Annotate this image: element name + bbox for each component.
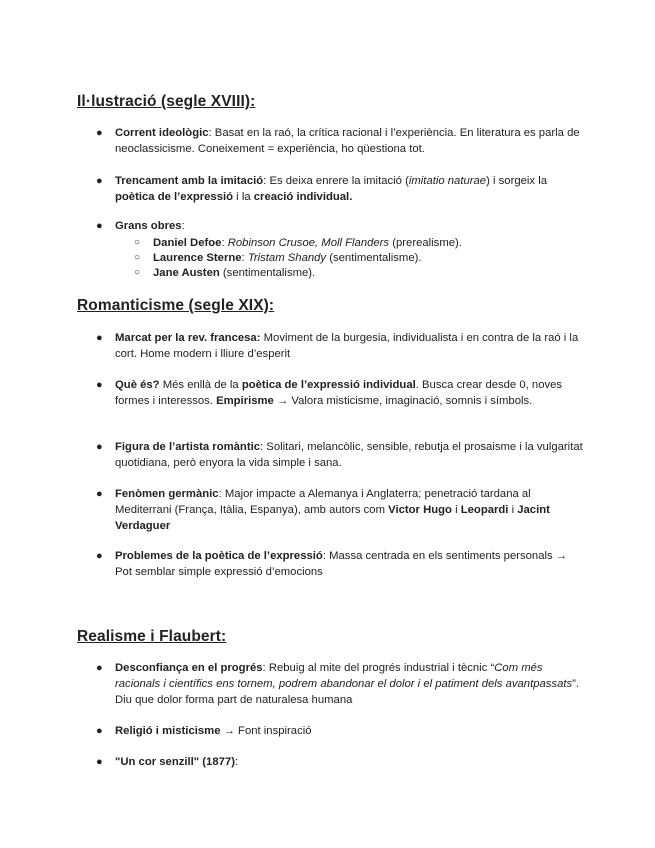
bullet-icon: ●	[96, 175, 103, 187]
bullet-icon: ●	[96, 379, 103, 391]
bullet-icon: ●	[96, 441, 103, 453]
list-item: ● Figura de l’artista romàntic: Solitari, melancòlic, sensible, rebutja el prosaisme i la vulgaritat quotidiana, però enyora la vida simple i sana.	[96, 441, 583, 469]
bullet-icon: ●	[96, 127, 103, 139]
list-item: ● Trencament amb la imitació: Es deixa enrere la imitació (imitatio naturae) i sorgeix la poètica de l’expressió i la creació individual.	[96, 175, 547, 203]
hollow-bullet-icon: ○	[134, 267, 141, 278]
bullet-icon: ●	[96, 332, 103, 344]
section-heading-illustracio: Il·lustració (segle XVIII):	[77, 93, 256, 110]
list-item: ● Desconfiança en el progrés: Rebuig al mite del progrés industrial i tècnic “Com més racionals i científics ens tornem, podrem abandonar el dolor i el patiment dels avantpassats”. Diu que dolor forma part de naturalesa humana	[96, 662, 580, 706]
hollow-bullet-icon: ○	[134, 252, 141, 263]
bullet-icon: ●	[96, 220, 103, 232]
sub-list-item: ○ Laurence Sterne: Tristam Shandy (sentimentalisme).	[134, 252, 422, 264]
bullet-icon: ●	[96, 662, 103, 674]
sub-list-item: ○ Jane Austen (sentimentalisme).	[134, 267, 316, 279]
section-heading-romanticisme: Romanticisme (segle XIX):	[77, 297, 275, 314]
bullet-icon: ●	[96, 756, 103, 768]
list-item: ● Grans obres:	[96, 220, 185, 232]
sub-list-item: ○ Daniel Defoe: Robinson Crusoe, Moll Flanders (prerealisme).	[134, 237, 462, 249]
list-item: ● Fenòmen germànic: Major impacte a Alemanya i Anglaterra; penetració tardana al Mediterrani (França, Itàlia, Espanya), amb autors com Victor Hugo i Leopardi i Jacint Verdaguer	[96, 488, 550, 532]
list-item: ● Corrent ideològic: Basat en la raó, la crítica racional i l’experiència. En literatura es parla de neoclassicisme. Coneixement = experiència, ho qüestiona tot.	[96, 127, 580, 155]
list-item: ● "Un cor senzill" (1877):	[96, 756, 239, 768]
list-item: ● Marcat per la rev. francesa: Moviment de la burgesia, individualista i en contra de la raó i la cort. Home modern i lliure d’esperit	[96, 332, 579, 360]
bullet-icon: ●	[96, 725, 103, 737]
list-item: ● Religió i misticisme → Font inspiració	[96, 725, 312, 737]
section-heading-realisme: Realisme i Flaubert:	[77, 628, 227, 645]
bullet-icon: ●	[96, 550, 103, 562]
list-item: ● Què és? Més enllà de la poètica de l’expressió individual. Busca crear desde 0, noves formes i interessos. Empirisme → Valora misticisme, imaginació, somnis i símbols.	[96, 379, 563, 407]
bullet-icon: ●	[96, 488, 103, 500]
hollow-bullet-icon: ○	[134, 237, 141, 248]
list-item: ● Problemes de la poètica de l’expressió: Massa centrada en els sentiments personals → Pot semblar simple expressió d’emocions	[96, 550, 568, 578]
